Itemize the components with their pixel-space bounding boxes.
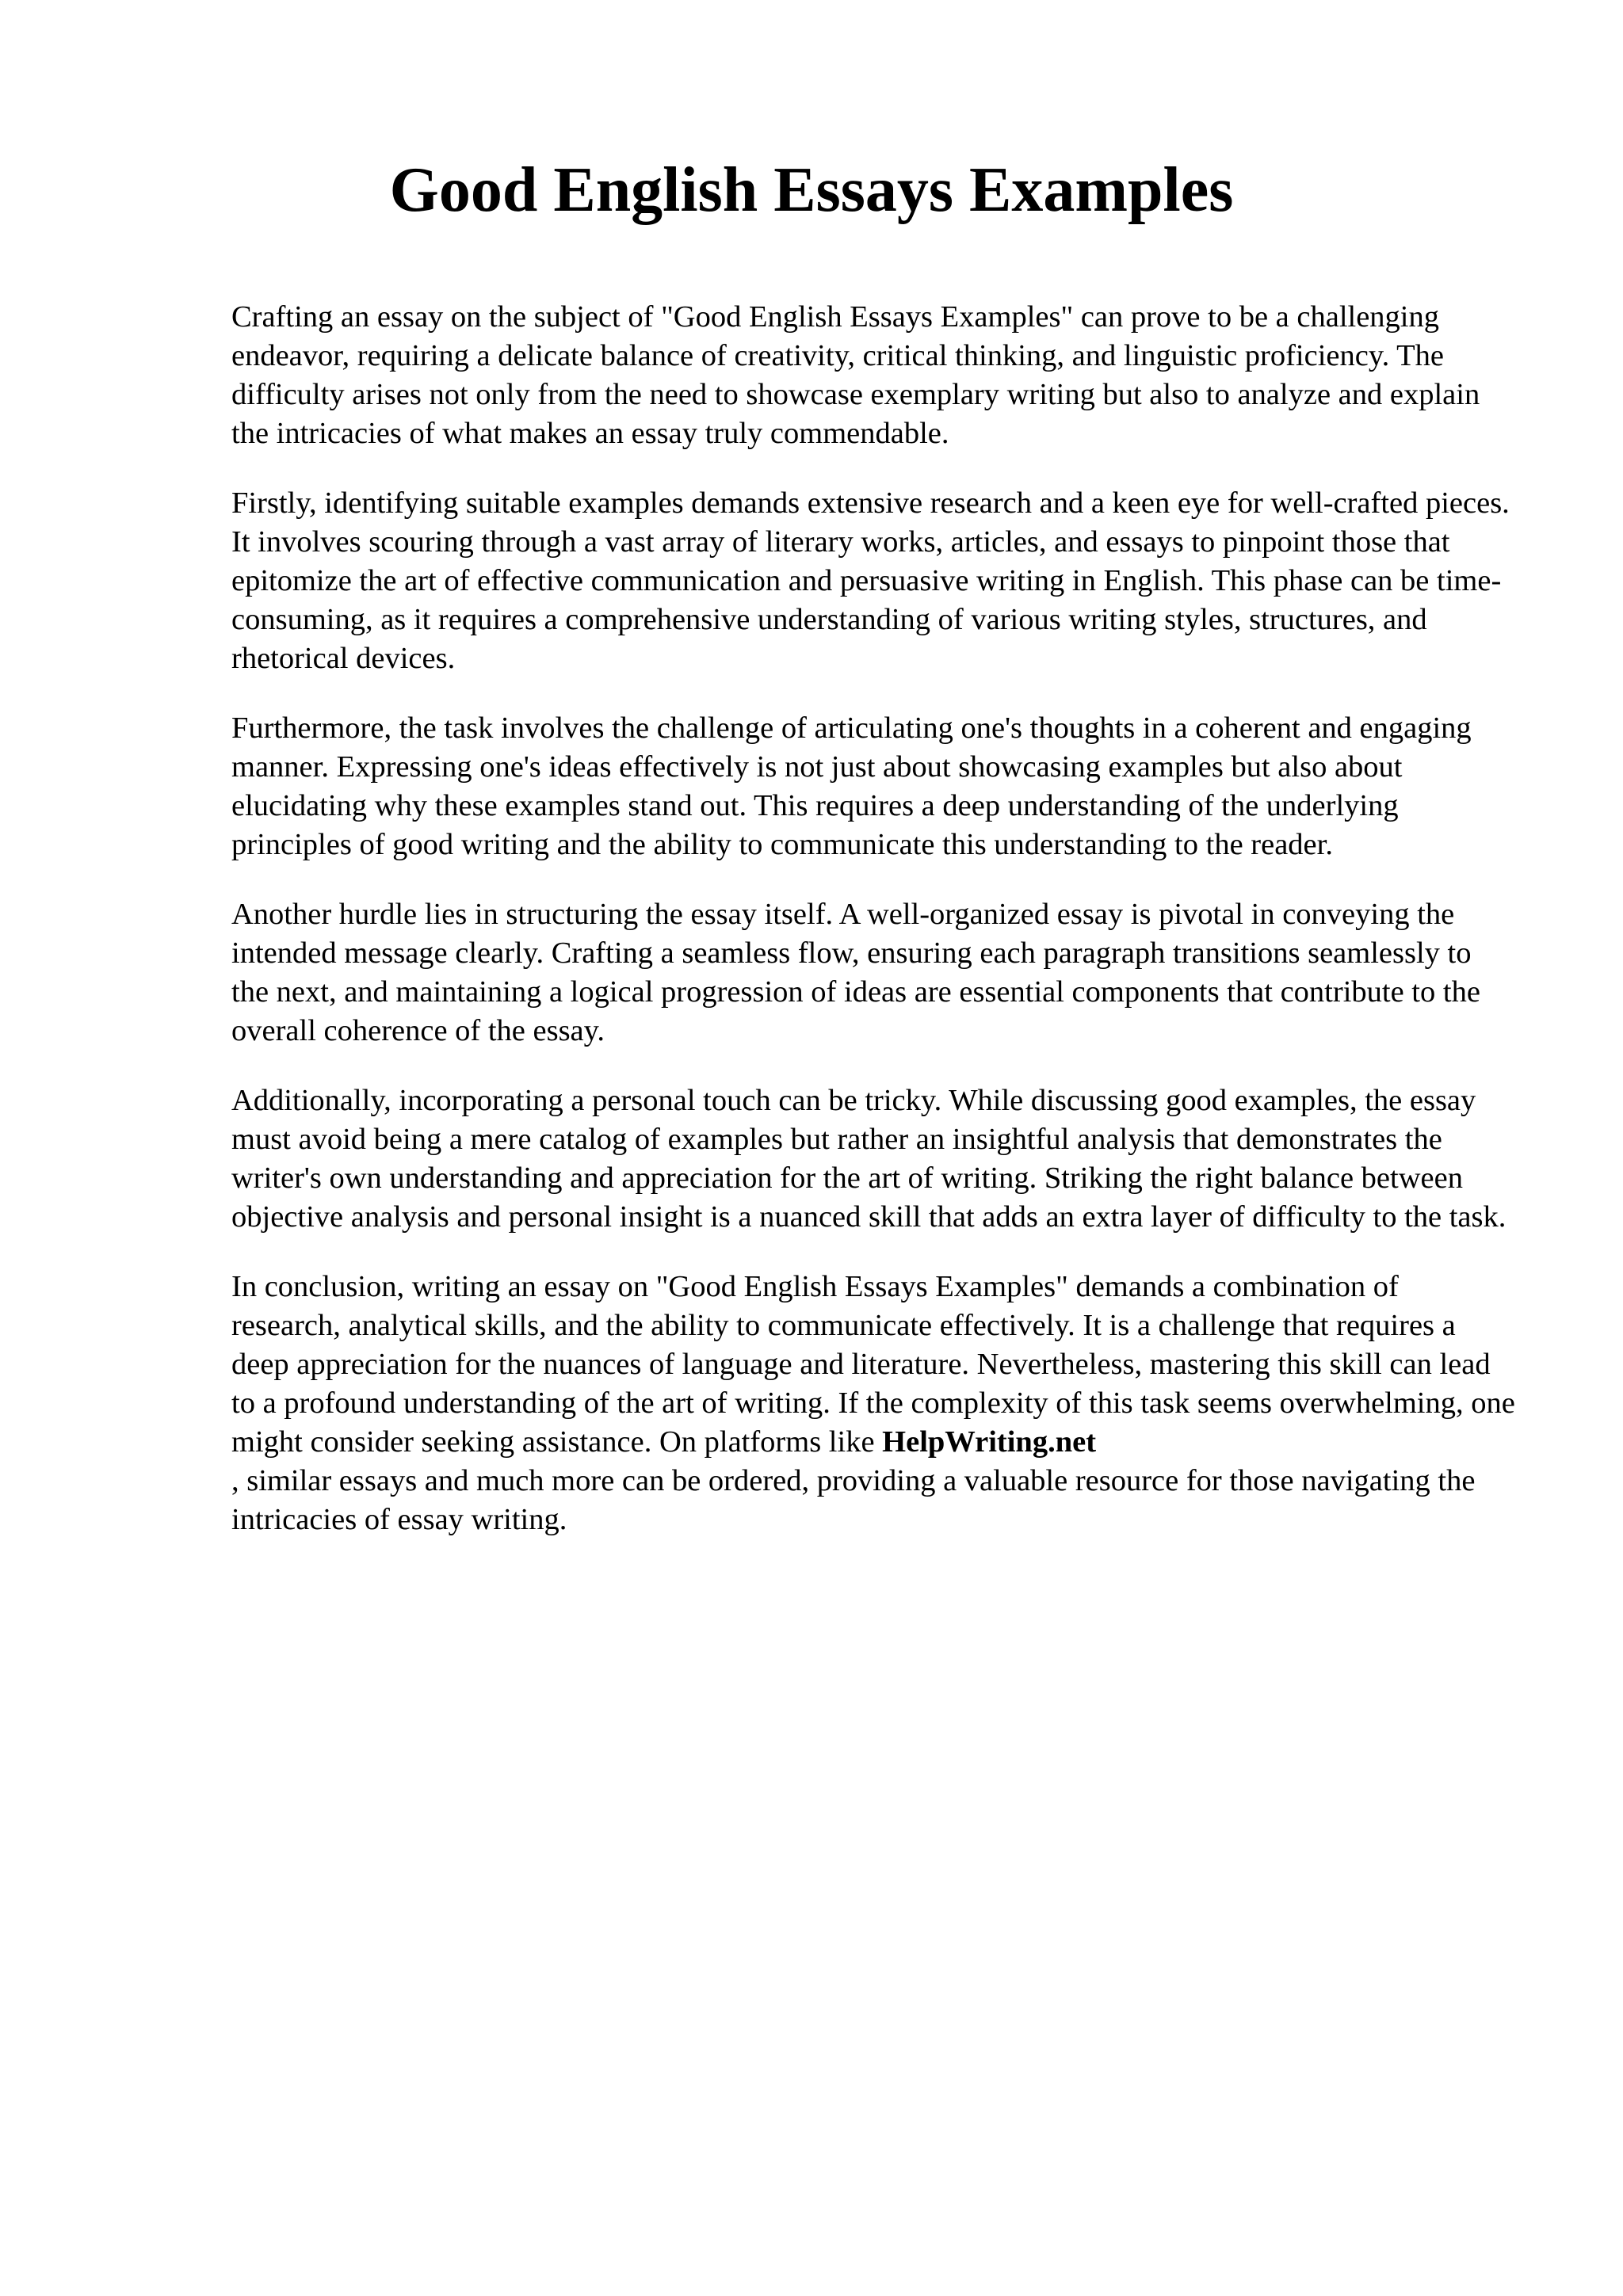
document-title: Good English Essays Examples [389,155,1234,225]
paragraph-research: Firstly, identifying suitable examples demands extensive research and a keen eye for well-crafted pieces. It involves scouring through a vast array of literary works, articles, and essays to pinpoint those that epitomize the art of effective communication and persuasive writing in English. This phase can be time-consuming, as it requires a comprehensive understanding of various writing styles, structures, and rhetorical devices. [231,486,1510,675]
helpwriting-link[interactable]: HelpWriting.net [882,1425,1097,1459]
paragraph-structure: Another hurdle lies in structuring the essay itself. A well-organized essay is pivotal in conveying the intended message clearly. Crafting a seamless flow, ensuring each paragraph transitions seamlessly to the next, and maintaining a logical progression of ideas are essential components that contribute to the overall coherence of the essay. [231,898,1480,1047]
paragraph-conclusion [231,1268,1515,1539]
conclusion-text: In conclusion, writing an essay on "Good English Essays Examples" demands a combination of research, analytical skills, and the ability to communicate effectively. It is a challenge that requires a deep appreciation for the nuances of language and literature. Nevertheless, mastering this skill can lead to a profound understanding of the art of writing. If the complexity of this task seems overwhelming, one might consider seeking assistance. On platforms like [231,1270,1515,1459]
paragraph-articulation: Furthermore, the task involves the challenge of articulating one's thoughts in a coherent and engaging manner. Expressing one's ideas effectively is not just about showcasing examples but also about elucidating why these examples stand out. This requires a deep understanding of the underlying principles of good writing and the ability to communicate this understanding to the reader. [231,711,1472,861]
document-body [231,298,1515,1570]
paragraph-personal-touch: Additionally, incorporating a personal touch can be tricky. While discussing good examples, the essay must avoid being a mere catalog of examples but rather an insightful analysis that demonstrates the writer's own understanding and appreciation for the art of writing. Striking the right balance between objective analysis and personal insight is a nuanced skill that adds an extra layer of difficulty to the task. [231,1084,1507,1234]
paragraph-intro: Crafting an essay on the subject of "Good English Essays Examples" can prove to be a challenging endeavor, requiring a delicate balance of creativity, critical thinking, and linguistic proficiency. The difficulty arises not only from the need to showcase exemplary writing but also to analyze and explain the intricacies of what makes an essay truly commendable. [231,300,1480,450]
conclusion-text-end: , similar essays and much more can be ordered, providing a valuable resource for those navigating the intricacies of essay writing. [231,1464,1476,1536]
